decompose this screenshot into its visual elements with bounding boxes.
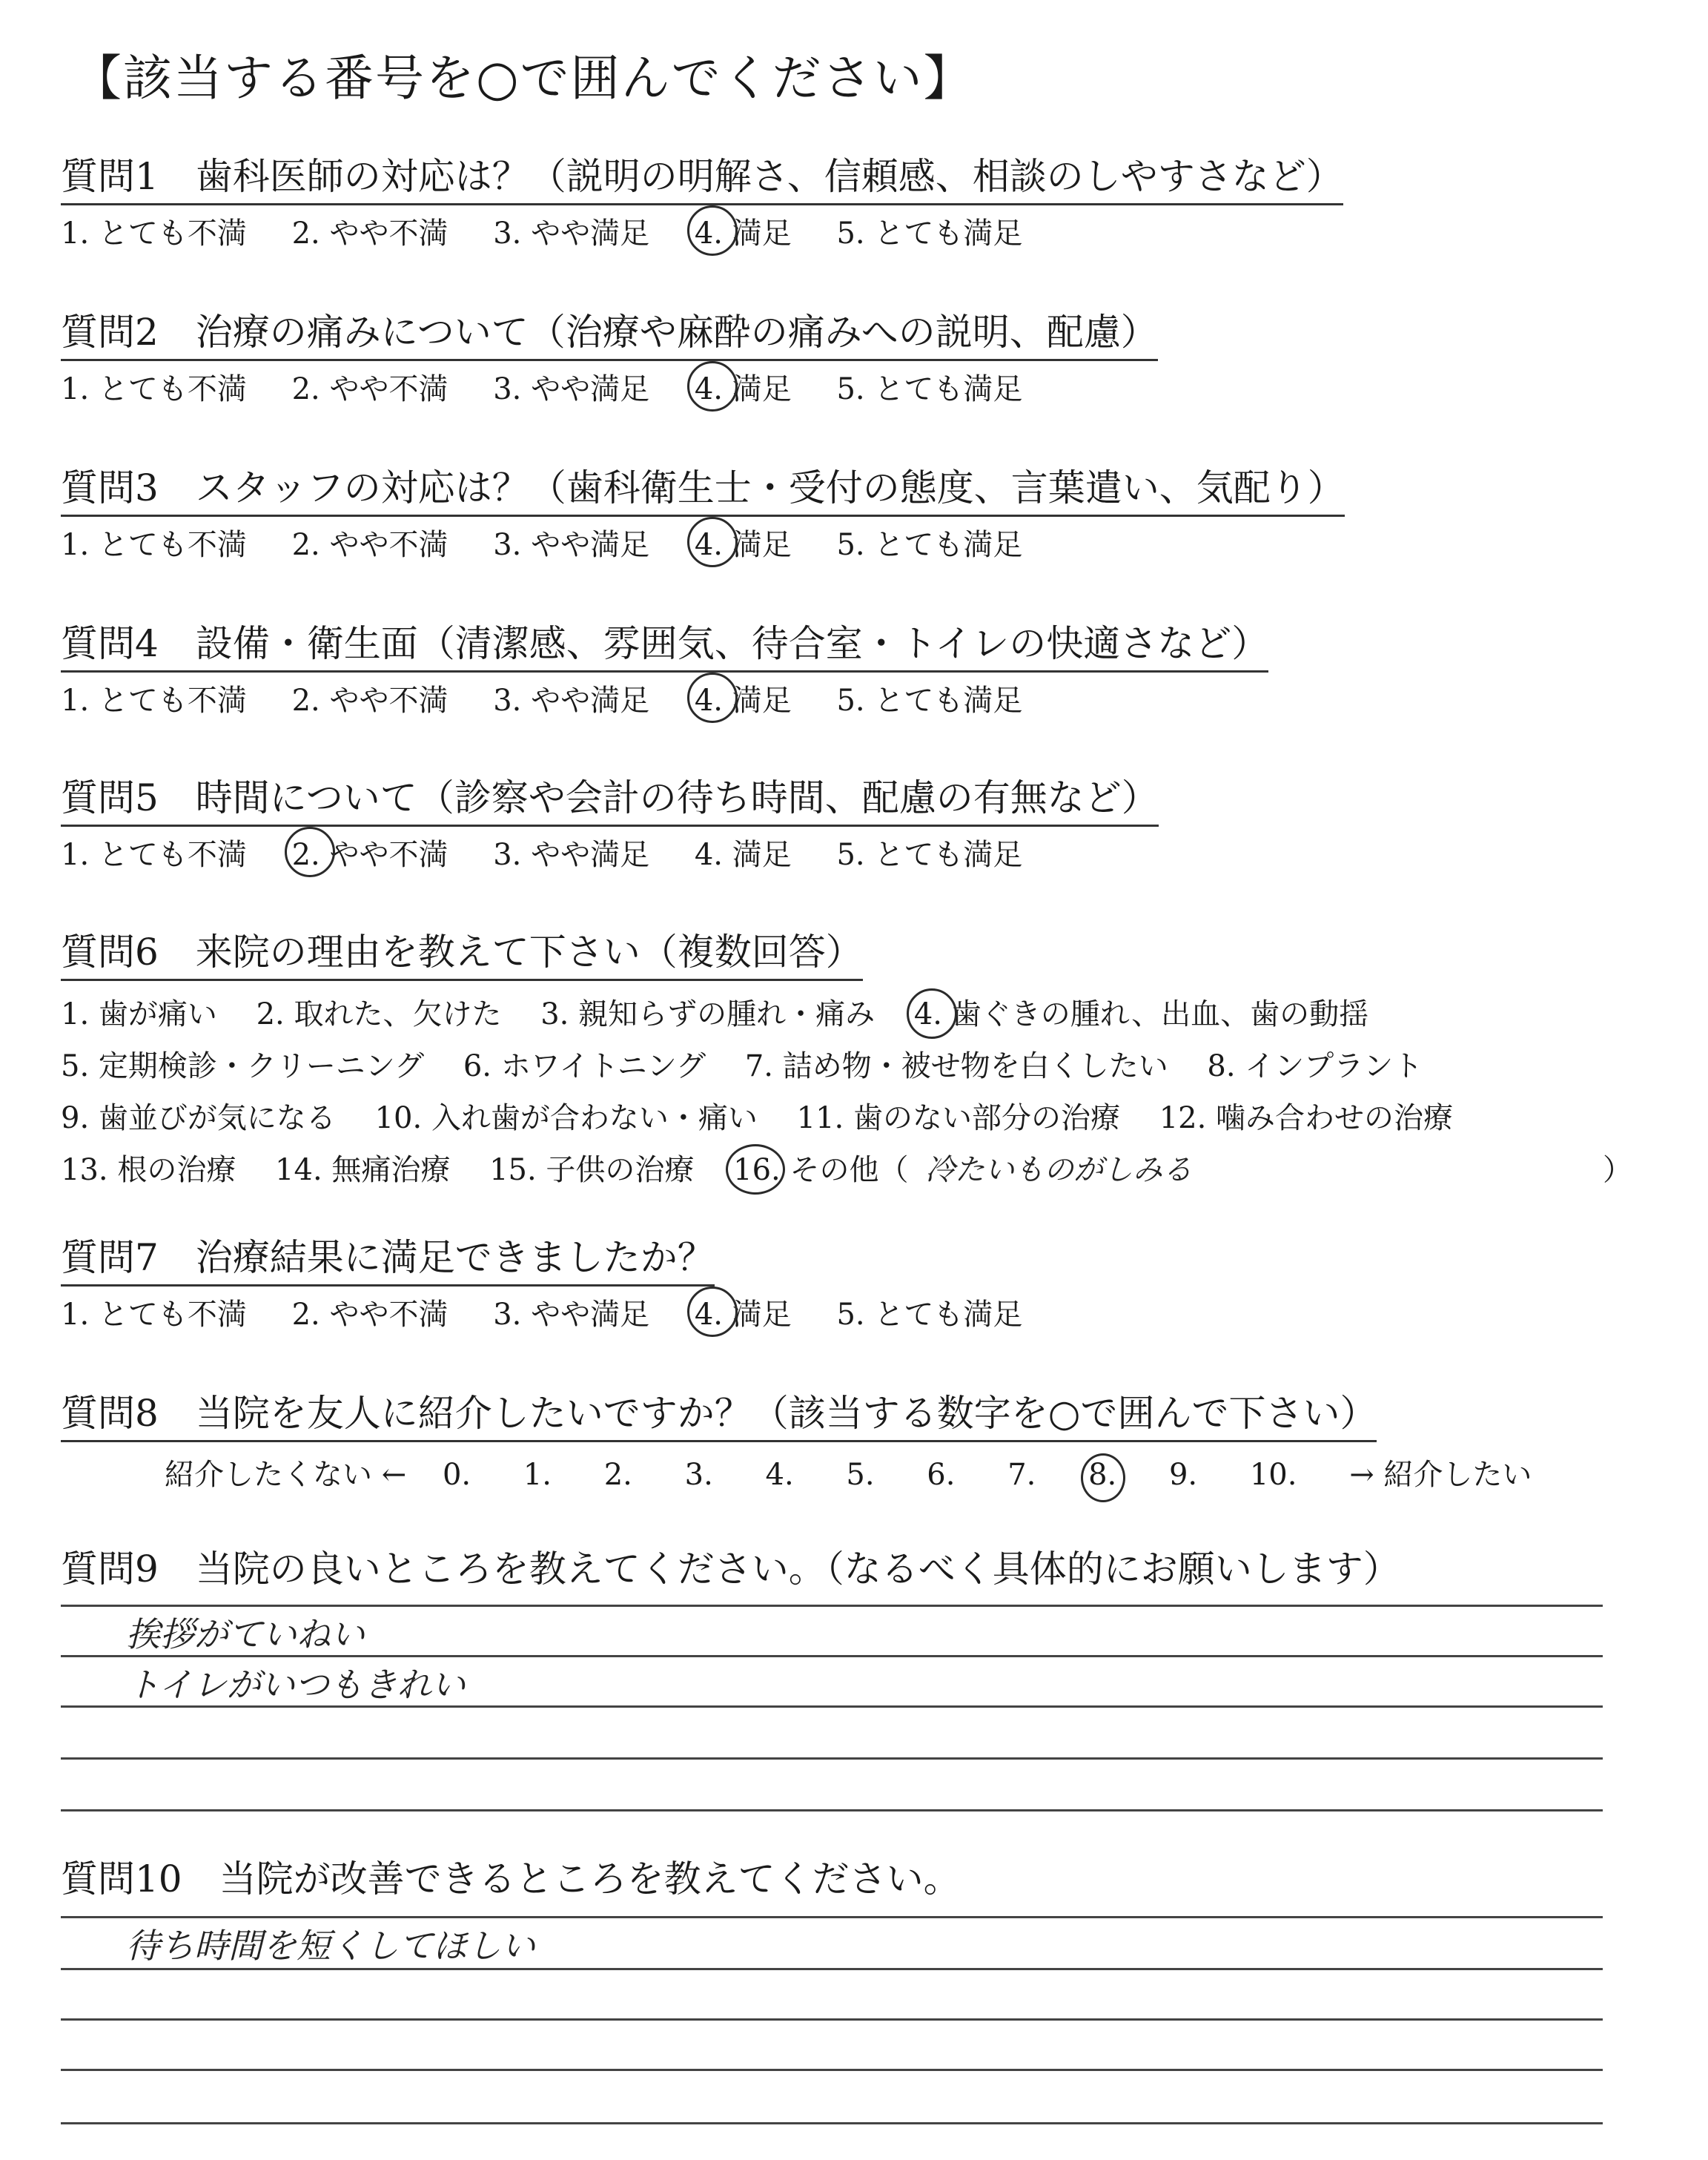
q6-option-13[interactable]: 13. 根の治療: [61, 1153, 236, 1187]
q8-option-3[interactable]: 3.: [684, 1458, 713, 1492]
q8-option-4[interactable]: 4.: [765, 1458, 794, 1492]
q6-option-3[interactable]: 3. 親知らずの腫れ・痛み: [540, 997, 875, 1031]
q6-option-9[interactable]: 9. 歯並びが気になる: [61, 1101, 336, 1135]
answer-line: [61, 2018, 1603, 2021]
question-2-options: [61, 366, 1158, 408]
q5-option-5[interactable]: 5. とても満足: [836, 838, 1023, 872]
q2-option-3[interactable]: 3. やや満足: [493, 372, 650, 406]
q2-option-5[interactable]: 5. とても満足: [836, 372, 1023, 406]
question-5: [61, 768, 1159, 873]
question-3-heading: 質問3 スタッフの対応は？（歯科衛生士・受付の態度、言葉遣い、気配り）: [61, 458, 1345, 517]
q6-row-4: [61, 1144, 1632, 1196]
q5-option-3[interactable]: 3. やや満足: [493, 838, 650, 872]
q1-option-1[interactable]: 1. とても不満: [61, 217, 247, 251]
q6-option-6[interactable]: 6. ホワイトニング: [463, 1049, 706, 1083]
q3-option-4[interactable]: [695, 521, 792, 564]
q5-option-1[interactable]: 1. とても不満: [61, 838, 247, 872]
q5-option-4[interactable]: 4. 満足: [694, 838, 792, 872]
q3-option-2[interactable]: 2. やや不満: [291, 528, 448, 562]
q10-answer-1[interactable]: 待ち時間を短くしてほしい: [126, 1926, 535, 1966]
answer-line: [61, 1605, 1603, 1607]
question-8-heading: 質問8 当院を友人に紹介したいですか？（該当する数字を○で囲んで下さい）: [61, 1384, 1377, 1442]
question-6-heading: 質問6 来院の理由を教えて下さい（複数回答）: [61, 922, 863, 981]
answer-line: [61, 1705, 1603, 1708]
q4-option-4[interactable]: [695, 677, 792, 719]
q4-option-5[interactable]: 5. とても満足: [836, 684, 1023, 718]
question-7-heading: 質問7 治療結果に満足できましたか？: [61, 1228, 715, 1287]
question-3-options: [61, 521, 1345, 564]
q5-option-2[interactable]: [292, 831, 448, 873]
q6-close-paren: ）: [1603, 1153, 1632, 1187]
question-5-heading: 質問5 時間について（診察や会計の待ち時間、配慮の有無など）: [61, 768, 1159, 827]
q6-option-11[interactable]: 11. 歯のない部分の治療: [796, 1101, 1120, 1135]
q6-option-10[interactable]: 10. 入れ歯が合わない・痛い: [374, 1101, 758, 1135]
q8-option-1[interactable]: 1.: [523, 1458, 552, 1492]
q6-option-16[interactable]: [733, 1144, 908, 1196]
q3-option-4-label: 4. 満足: [694, 528, 792, 562]
q8-option-7[interactable]: 7.: [1007, 1458, 1036, 1492]
q7-option-3[interactable]: 3. やや満足: [493, 1298, 650, 1332]
q7-option-2[interactable]: 2. やや不満: [291, 1298, 448, 1332]
q6-other-text[interactable]: 冷たいものがしみる: [925, 1153, 1193, 1187]
q8-option-2[interactable]: 2.: [603, 1458, 632, 1492]
q4-option-1[interactable]: 1. とても不満: [61, 684, 247, 718]
q6-row-3: [61, 1092, 1483, 1144]
question-10-heading: 質問10 当院が改善できるところを教えてください。: [61, 1857, 961, 1900]
q8-left-label: 紹介したくない ←: [165, 1458, 407, 1492]
q7-option-5[interactable]: 5. とても満足: [836, 1298, 1023, 1332]
question-7: [61, 1228, 1058, 1333]
q6-option-16-label: 16. その他（: [733, 1153, 909, 1187]
q6-option-2[interactable]: 2. 取れた、欠けた: [256, 997, 502, 1031]
q6-option-12[interactable]: 12. 噛み合わせの治療: [1159, 1101, 1454, 1135]
question-4-heading: 質問4 設備・衛生面（清潔感、雰囲気、待合室・トイレの快適さなど）: [61, 614, 1268, 673]
question-5-options: [61, 831, 1159, 873]
question-10: [61, 1849, 961, 1906]
q6-option-4-label: 4. 歯ぐきの腫れ、出血、歯の動揺: [913, 997, 1369, 1031]
answer-line: [61, 1655, 1603, 1657]
q6-option-14[interactable]: 14. 無痛治療: [275, 1153, 451, 1187]
q4-option-2[interactable]: 2. やや不満: [291, 684, 448, 718]
page-title: 【該当する番号を○で囲んでください】: [73, 50, 974, 107]
q1-option-4[interactable]: [695, 210, 792, 252]
q6-option-4[interactable]: [914, 988, 1368, 1040]
question-2: [61, 303, 1158, 408]
question-8: [61, 1384, 1558, 1493]
q8-option-8[interactable]: [1088, 1458, 1116, 1492]
q6-option-1[interactable]: 1. 歯が痛い: [61, 997, 217, 1031]
answer-line: [61, 1809, 1603, 1811]
question-1: [61, 147, 1343, 252]
answer-line: [61, 1968, 1603, 1970]
question-9: [61, 1539, 1400, 1596]
q8-option-10[interactable]: 10.: [1249, 1458, 1297, 1492]
question-4-options: [61, 677, 1268, 719]
q6-row-1: [61, 988, 1483, 1040]
q2-option-4-label: 4. 満足: [694, 372, 792, 406]
question-6: [61, 922, 1632, 1196]
q6-option-5[interactable]: 5. 定期検診・クリーニング: [61, 1049, 425, 1083]
q8-option-9[interactable]: 9.: [1168, 1458, 1198, 1492]
question-1-heading: 質問1 歯科医師の対応は？（説明の明解さ、信頼感、相談のしやすさなど）: [61, 147, 1343, 205]
q9-answer-2[interactable]: トイレがいつもきれい: [126, 1665, 466, 1705]
question-3: [61, 458, 1345, 564]
question-9-heading: 質問9 当院の良いところを教えてください。（なるべく具体的にお願いします）: [61, 1548, 1400, 1591]
q6-option-15[interactable]: 15. 子供の治療: [489, 1153, 695, 1187]
q7-option-1[interactable]: 1. とても不満: [61, 1298, 247, 1332]
q3-option-5[interactable]: 5. とても満足: [836, 528, 1023, 562]
question-2-heading: 質問2 治療の痛みについて（治療や麻酔の痛みへの説明、配慮）: [61, 303, 1158, 361]
q6-option-8[interactable]: 8. インプラント: [1207, 1049, 1423, 1083]
q2-option-1[interactable]: 1. とても不満: [61, 372, 247, 406]
q7-option-4-label: 4. 満足: [694, 1298, 792, 1332]
q3-option-3[interactable]: 3. やや満足: [493, 528, 650, 562]
q3-option-1[interactable]: 1. とても不満: [61, 528, 247, 562]
question-4: [61, 614, 1268, 719]
q5-option-2-label: 2. やや不満: [291, 838, 448, 872]
q6-row-2: [61, 1040, 1483, 1092]
q9-answer-1[interactable]: 挨拶がていねい: [126, 1614, 365, 1654]
question-1-options: [61, 210, 1343, 252]
q8-option-0[interactable]: 0.: [442, 1458, 471, 1492]
question-7-options: [61, 1291, 1058, 1333]
q4-option-3[interactable]: 3. やや満足: [493, 684, 650, 718]
q8-right-label: → 紹介したい: [1349, 1458, 1532, 1492]
q1-option-2[interactable]: 2. やや不満: [291, 217, 448, 251]
q8-option-6[interactable]: 6.: [927, 1458, 956, 1492]
q1-option-4-label: 4. 満足: [694, 217, 792, 251]
answer-line: [61, 1757, 1603, 1760]
answer-line: [61, 2122, 1603, 2124]
q4-option-4-label: 4. 満足: [694, 684, 792, 718]
answer-line: [61, 2069, 1603, 2071]
question-8-scale: [61, 1451, 1558, 1493]
q1-option-3[interactable]: 3. やや満足: [493, 217, 650, 251]
q6-option-7[interactable]: 7. 詰め物・被せ物を白くしたい: [744, 1049, 1168, 1083]
q2-option-2[interactable]: 2. やや不満: [291, 372, 448, 406]
q2-option-4[interactable]: [695, 366, 792, 408]
q1-option-5[interactable]: 5. とても満足: [836, 217, 1023, 251]
q7-option-4[interactable]: [695, 1291, 792, 1333]
answer-line: [61, 1916, 1603, 1918]
q8-option-8-label: 8.: [1088, 1458, 1117, 1492]
q8-option-5[interactable]: 5.: [846, 1458, 875, 1492]
question-6-options: [61, 988, 1632, 1196]
